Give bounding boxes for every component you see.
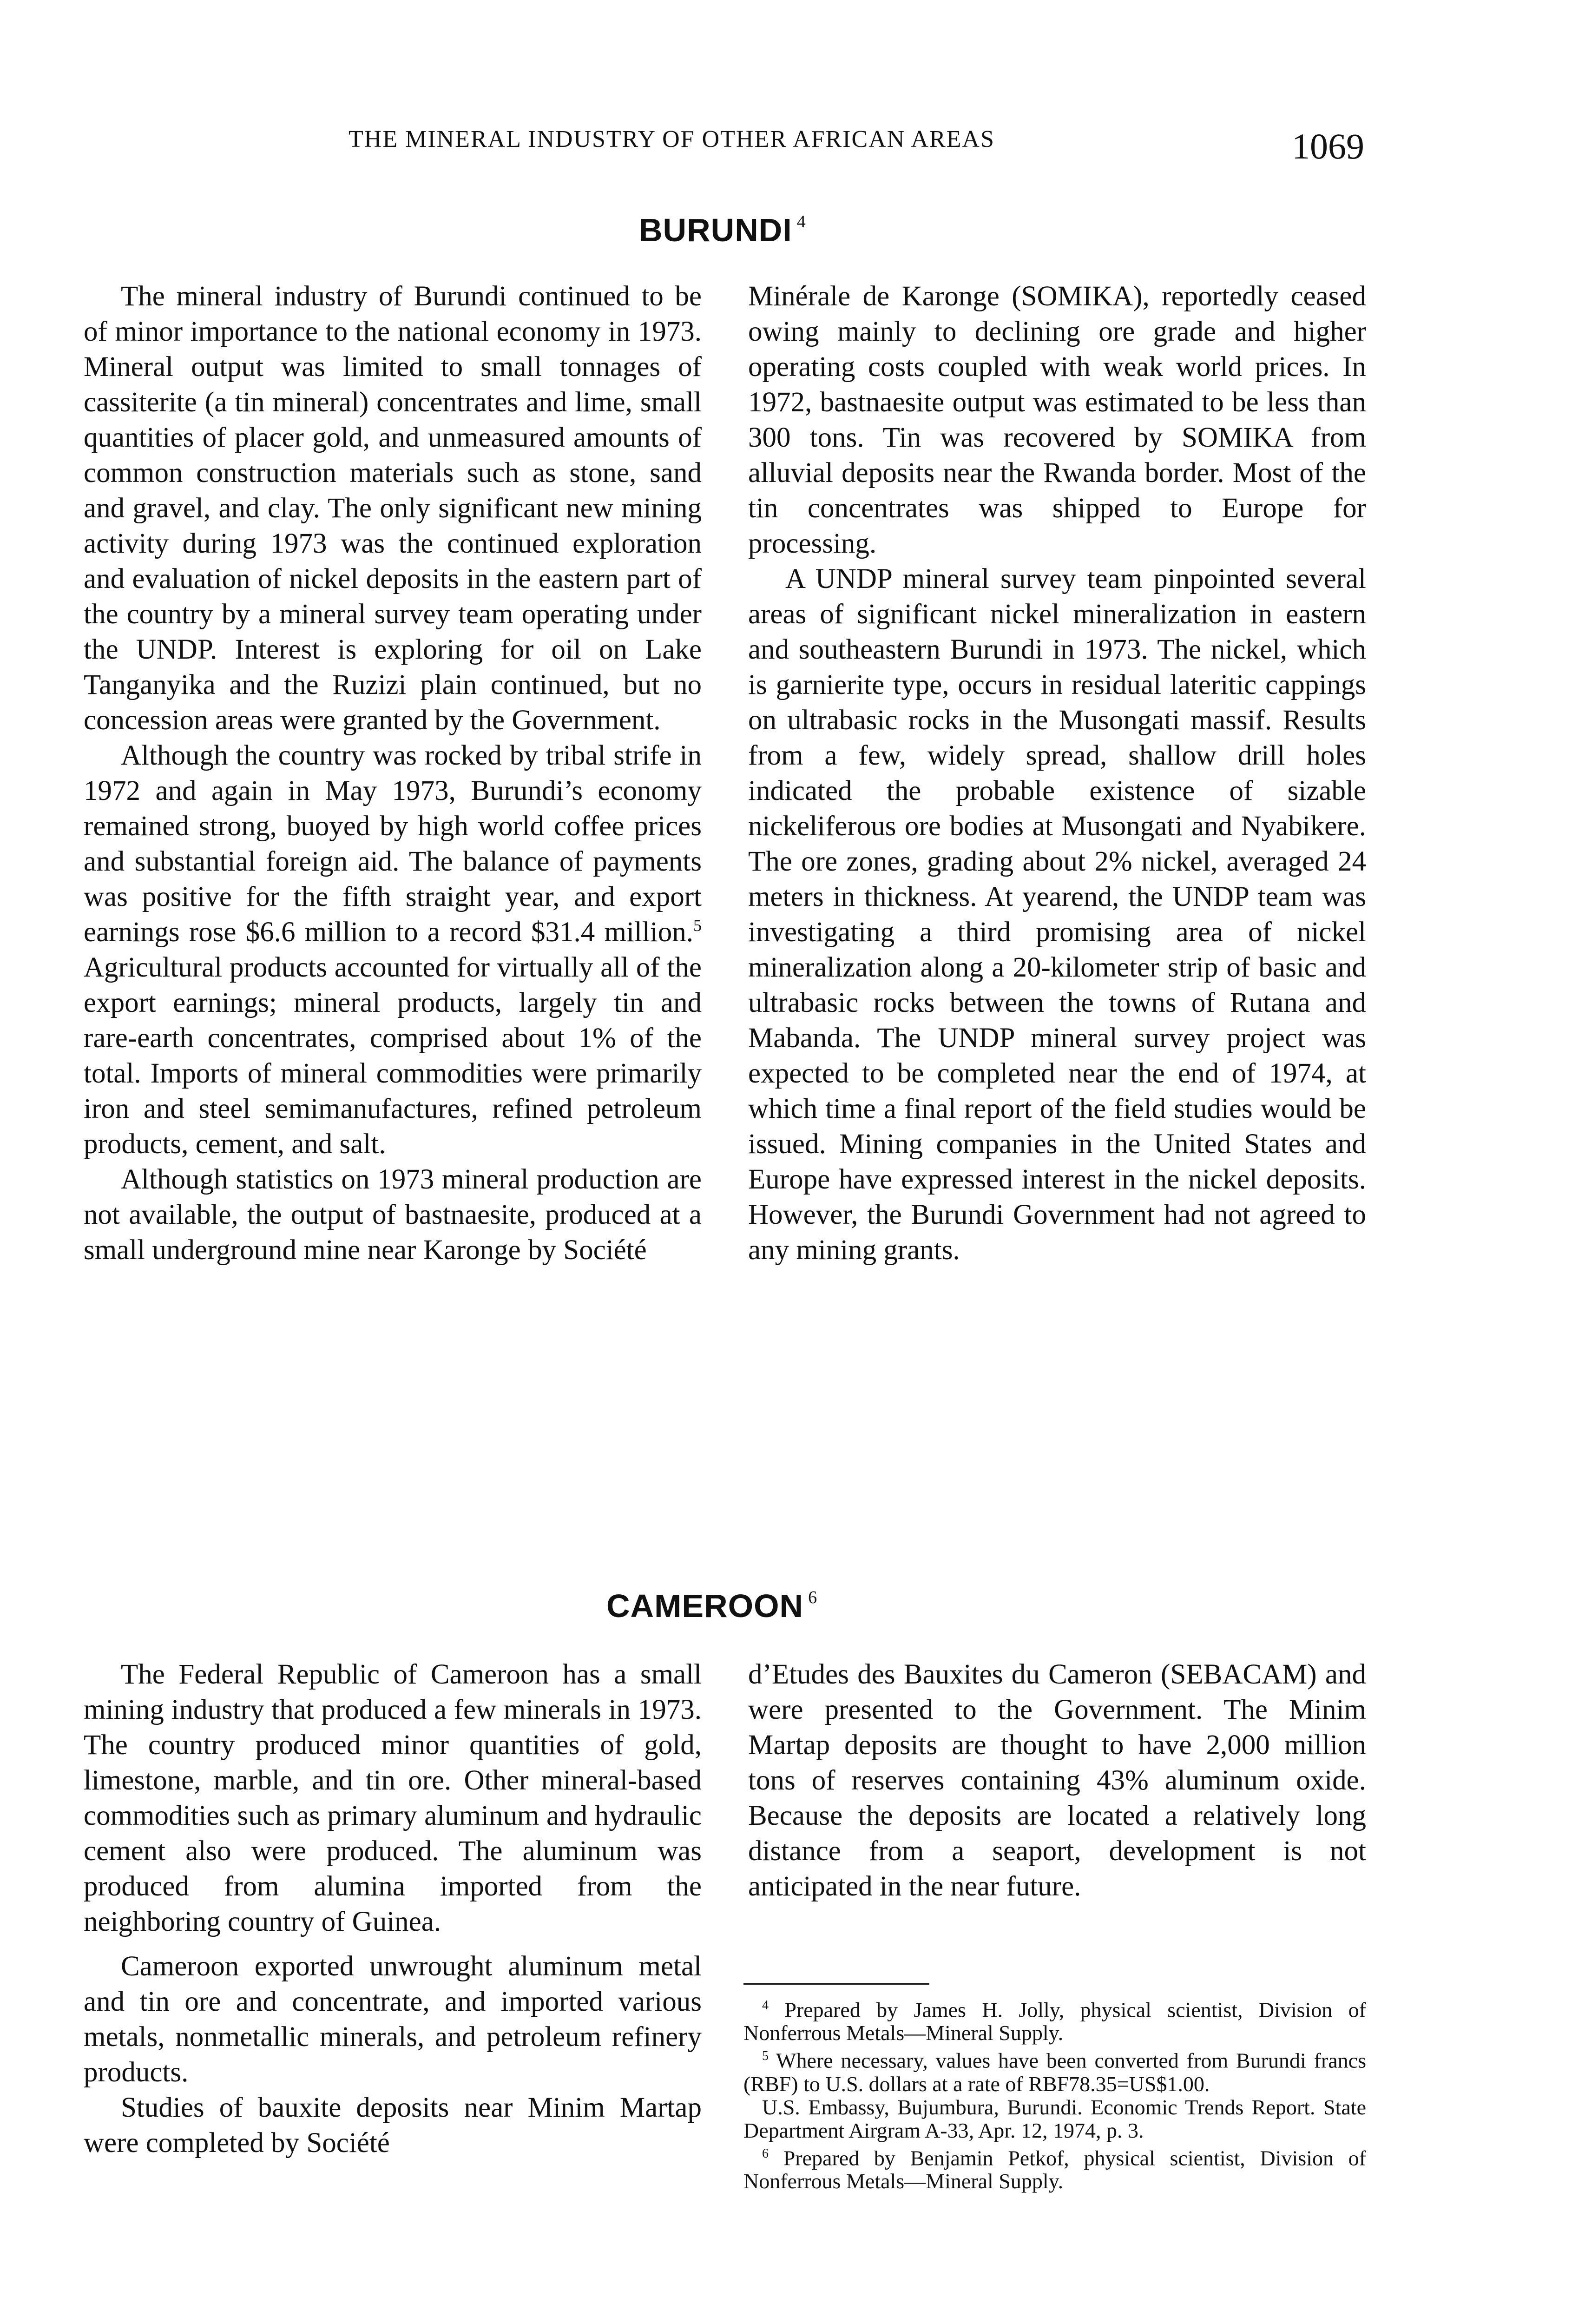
running-header: THE MINERAL INDUSTRY OF OTHER AFRICAN AREAS xyxy=(349,126,995,152)
paragraph: A UNDP mineral survey team pinpointed several areas of significant nickel mineralization in eastern and southeastern Burundi in 1973. The nickel, which is garnierite type, occurs in residual lateritic cappings on ultrabasic rocks in the Musongati massif. Results from a few, widely spread, shallow drill holes indicated the probable existence of sizable nickeliferous ore bodies at Musongati and Nyabikere. The ore zones, grading about 2% nickel, averaged 24 meters in thickness. At yearend, the UNDP team was investigating a third promising area of nickel mineralization along a 20-kilometer strip of basic and ultrabasic rocks between the towns of Rutana and Mabanda. The UNDP mineral survey project was expected to be completed near the end of 1974, at which time a final report of the field studies would be issued. Mining companies in the United States and Europe have expressed interest in the nickel deposits. However, the Burundi Government had not agreed to any mining grants. xyxy=(748,563,1366,1266)
burundi-right-column xyxy=(748,279,1366,1268)
footnote-mark: 5 xyxy=(762,2049,769,2064)
footnote-text: Prepared by Benjamin Petkof, physical scientist, Division of Nonferrous Metals—Mineral Supply. xyxy=(743,2146,1366,2193)
footnote-4 xyxy=(743,1994,1366,2045)
footnote-5-source: U.S. Embassy, Bujumbura, Burundi. Economic Trends Report. State Department Airgram A-33, Apr. 12, 1974, p. 3. xyxy=(743,2095,1366,2142)
paragraph: The mineral industry of Burundi continued to be of minor importance to the national economy in 1973. Mineral output was limited to small tonnages of cassiterite (a tin mineral) concentrates and lime, small quantities of placer gold, and unmeasured amounts of common construction materials such as stone, sand and gravel, and clay. The only significant new mining activity during 1973 was the continued exploration and evaluation of nickel deposits in the eastern part of the country by a mineral survey team operating under the UNDP. Interest is exploring for oil on Lake Tanganyika and the Ruzizi plain continued, but no concession areas were granted by the Government. xyxy=(84,281,702,736)
paragraph: Cameroon exported unwrought aluminum metal and tin ore and concentrate, and imported various metals, nonmetallic minerals, and petroleum refinery products. xyxy=(84,1951,702,2088)
paragraph: The Federal Republic of Cameroon has a small mining industry that produced a few minerals in 1973. The country produced minor quantities of gold, limestone, marble, and tin ore. Other mineral-based commodities such as primary aluminum and hydraulic cement also were produced. The aluminum was produced from alumina imported from the neighboring country of Guinea. xyxy=(84,1659,702,1937)
footnote-5 xyxy=(743,2045,1366,2095)
footnote-mark: 6 xyxy=(762,2146,769,2161)
footnote-ref: 6 xyxy=(808,1588,818,1607)
section-title-cameroon xyxy=(606,1587,817,1624)
footnote-ref: 4 xyxy=(796,212,806,231)
footnote-divider xyxy=(743,1983,929,1985)
footnote-6 xyxy=(743,2142,1366,2193)
burundi-left-column xyxy=(84,279,702,1268)
footnote-ref: 5 xyxy=(693,916,702,935)
paragraph: Although statistics on 1973 mineral production are not available, the output of bastnaesite, produced at a small underground mine near Karonge by Société xyxy=(84,1164,702,1266)
footnote-text: Prepared by James H. Jolly, physical scientist, Division of Nonferrous Metals—Mineral Supply. xyxy=(743,1998,1366,2045)
footnotes xyxy=(743,1994,1366,2193)
section-title-text: BURUNDI xyxy=(639,212,792,248)
section-title-text: CAMEROON xyxy=(606,1588,804,1624)
footnote-text: Where necessary, values have been converted from Burundi francs (RBF) to U.S. dollars at a rate of RBF78.35=US$1.00. xyxy=(743,2048,1366,2096)
paragraph: Minérale de Karonge (SOMIKA), reportedly ceased owing mainly to declining ore grade and higher operating costs coupled with weak world prices. In 1972, bastnaesite output was estimated to be less than 300 tons. Tin was recovered by SOMIKA from alluvial deposits near the Rwanda border. Most of the tin concentrates was shipped to Europe for processing. xyxy=(748,281,1366,559)
cameroon-left-column xyxy=(84,1657,702,2161)
cameroon-right-column xyxy=(748,1657,1366,1904)
section-title-burundi xyxy=(639,211,806,249)
paragraph-text: Agricultural products accounted for virtually all of the export earnings; mineral products, largely tin and rare-earth concentrates, comprised about 1% of the total. Imports of mineral commodities were primarily iron and steel semimanufactures, refined petroleum products, cement, and salt. xyxy=(84,952,702,1160)
page-number: 1069 xyxy=(1292,126,1364,166)
paragraph: d’Etudes des Bauxites du Cameron (SEBACAM) and were presented to the Government. The Minim Martap deposits are thought to have 2,000 million tons of reserves containing 43% aluminum oxide. Because the deposits are located a relatively long distance from a seaport, development is not anticipated in the near future. xyxy=(748,1659,1366,1902)
footnote-mark: 4 xyxy=(762,1998,769,2013)
paragraph xyxy=(84,738,702,1162)
paragraph: Studies of bauxite deposits near Minim Martap were completed by Société xyxy=(84,2092,702,2159)
paragraph-text: Although the country was rocked by tribal strife in 1972 and again in May 1973, Burundi’s economy remained strong, buoyed by high world coffee prices and substantial foreign aid. The balance of payments was positive for the fifth straight year, and export earnings rose $6.6 million to a record $31.4 million. xyxy=(84,740,702,948)
